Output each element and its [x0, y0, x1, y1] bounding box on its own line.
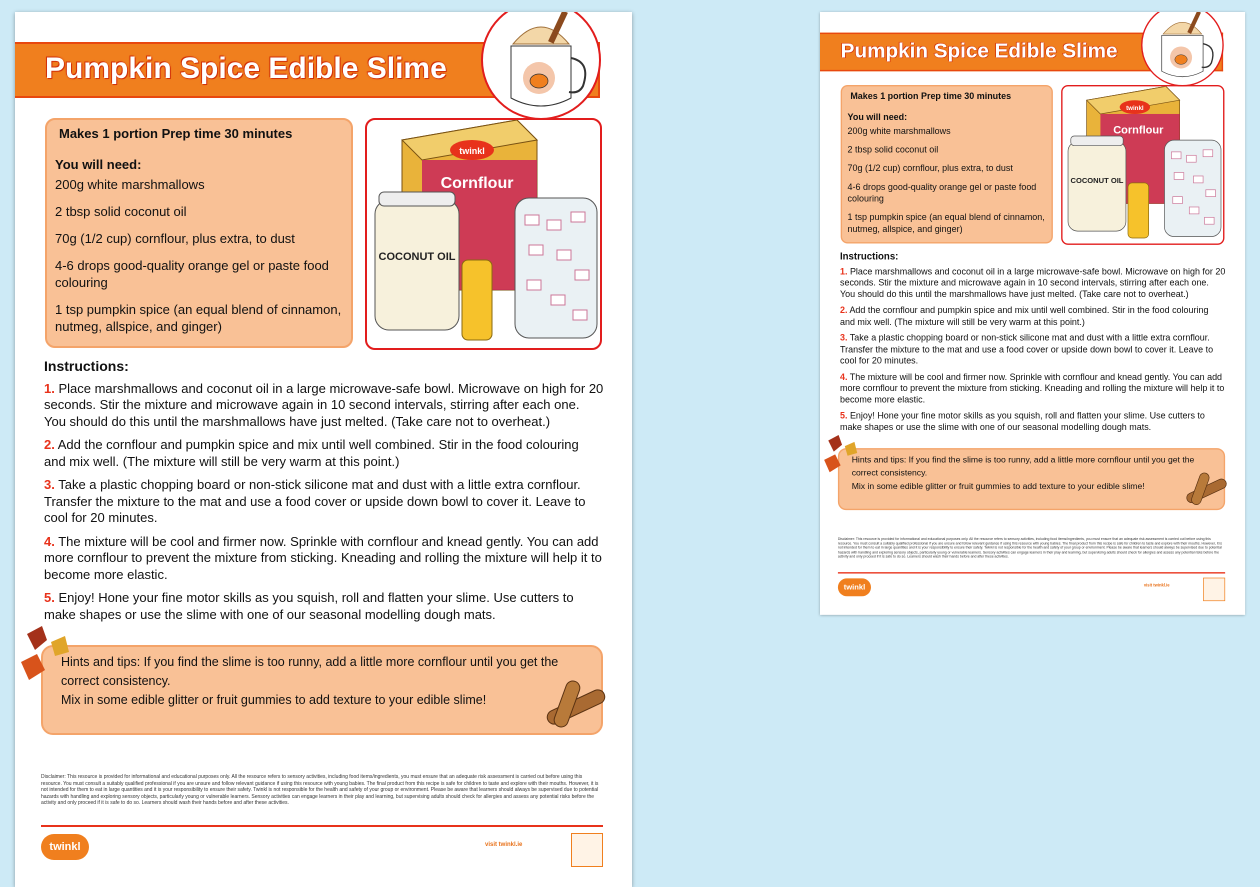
instruction-step: 2. Add the cornflour and pumpkin spice and mix until well combined. Stir in the food colouring and mix well. (The mixture will still be very warm at this point.)	[44, 437, 579, 469]
instruction-step: 4. The mixture will be cool and firmer now. Sprinkle with cornflour and knead gently. You can add more cornflour to prevent the mixture from sticking. Kneading and rolling the mixture will help it to become more elastic.	[44, 533, 602, 582]
hint-text: Mix in some edible glitter or fruit gummies to add texture to your edible slime!	[851, 481, 1145, 491]
hints-box	[838, 448, 1225, 510]
page-title: Pumpkin Spice Edible Slime	[45, 52, 447, 85]
instruction-step: 3. Take a plastic chopping board or non-stick silicone mat and dust with a little extra cornflour. Transfer the mixture to the mat and use a food cover or upside down bowl to cover it. Leave to cool for 20 minutes.	[839, 332, 1214, 366]
ingredient-item: 4-6 drops good-quality orange gel or paste food colouring	[55, 258, 329, 290]
coconut-oil-label: COCONUT OIL	[1070, 175, 1124, 185]
portion-prep-time: Makes 1 portion Prep time 30 minutes	[59, 126, 293, 141]
you-will-need-heading: You will need:	[55, 157, 142, 172]
hints-box	[41, 645, 603, 735]
ingredients-box	[841, 85, 1053, 243]
instruction-step: 5. Enjoy! Hone your fine motor skills as you squish, roll and flatten your slime. Use cutters to make shapes or use the slime with one of our seasonal modelling dough mats.	[839, 410, 1205, 432]
autumn-leaves-icon	[821, 434, 862, 482]
visit-twinkl-link[interactable]: visit twinkl.ie	[485, 842, 523, 848]
pumpkin-latte-mug-icon	[481, 12, 601, 120]
ingredient-item: 70g (1/2 cup) cornflour, plus extra, to dust	[55, 231, 295, 246]
footer-divider	[838, 572, 1225, 573]
twinkl-logo[interactable]: twinkl	[41, 834, 89, 860]
ingredient-item: 200g white marshmallows	[55, 177, 205, 192]
ingredients-illustration	[365, 118, 602, 350]
ingredient-item: 1 tsp pumpkin spice (an equal blend of cinnamon, nutmeg, allspice, and ginger)	[55, 302, 342, 334]
instruction-step: 2. Add the cornflour and pumpkin spice and mix until well combined. Stir in the food colouring and mix well. (The mixture will still be very warm at this point.)	[839, 304, 1209, 327]
portion-prep-time: Makes 1 portion Prep time 30 minutes	[850, 90, 1012, 101]
ingredient-item: 1 tsp pumpkin spice (an equal blend of cinnamon, nutmeg, allspice, and ginger)	[847, 211, 1045, 234]
instruction-step: 5. Enjoy! Hone your fine motor skills as you squish, roll and flatten your slime. Use cutters to make shapes or use the slime with one of our seasonal modelling dough mats.	[44, 590, 574, 622]
ingredient-item: 2 tbsp solid coconut oil	[55, 204, 187, 219]
recipe-page-preview-2	[820, 12, 1245, 615]
instruction-step: 1. Place marshmallows and coconut oil in a large microwave-safe bowl. Microwave on high for 20 seconds. Stir the mixture and microwave again in 10 second intervals, stirring after each one. You should do this until the marshmallows have just melted. (Take care not to overheat.)	[44, 380, 604, 429]
autumn-leaves-icon	[17, 624, 77, 694]
twinkl-logo[interactable]: twinkl	[838, 578, 871, 596]
coconut-oil-label: COCONUT OIL	[378, 251, 456, 263]
cinnamon-sticks-icon	[540, 672, 610, 732]
quality-badge-icon	[1203, 578, 1225, 601]
hint-text: Mix in some edible glitter or fruit gummies to add texture to your edible slime!	[61, 693, 487, 707]
instruction-step: 3. Take a plastic chopping board or non-stick silicone mat and dust with a little extra cornflour. Transfer the mixture to the mat and use a food cover or upside down bowl to cover it. Leave to cool for 20 minutes.	[44, 477, 586, 525]
you-will-need-heading: You will need:	[847, 111, 908, 123]
instructions-section	[44, 358, 604, 630]
recipe-page-preview-1	[15, 12, 632, 887]
footer-divider	[41, 825, 603, 827]
instructions-heading: Instructions:	[44, 358, 129, 374]
visit-twinkl-link[interactable]: visit twinkl.ie	[1143, 583, 1170, 589]
instructions-heading: Instructions:	[839, 250, 899, 262]
quality-badge-icon	[571, 833, 603, 867]
ingredient-item: 70g (1/2 cup) cornflour, plus extra, to dust	[847, 162, 1013, 174]
hint-text: Hints and tips: If you find the slime is too runny, add a little more cornflour until you get the correct consistency.	[851, 455, 1195, 478]
instruction-step: 4. The mixture will be cool and firmer now. Sprinkle with cornflour and knead gently. You can add more cornflour to prevent the mixture from sticking. Kneading and rolling the mixture will help it to become more elastic.	[839, 371, 1225, 405]
brand-label: twinkl	[459, 146, 485, 156]
disclaimer-text: Disclaimer: This resource is provided for informational and educational purposes only. All the resource refers to sensory activities, including food items/ingredients, you must ensure that an adequate risk assessment is carried out before using this resource. You must consult a suitably qualified professional if you are unsure and follow relevant guidance if using this resource with young babies. The final product from this recipe is safe for children to taste and explore with their mouths. However, it is not intended for them to eat in large quantities and it is your responsibility to ensure their safety. Twinkl is not responsible for the health and safety of your group or environment. Please be aware that learners should always be supervised due to potential hazards with handling and exploring sensory objects, particularly young or vulnerable learners. Sensory activities can engage learners in their play and learning, but supervising adults should check for allergies and assess any potential risks before the activity and only proceed if it is safe to do so. Learners should wash their hands before and after these activities.	[41, 774, 599, 806]
ingredients-box	[45, 118, 353, 348]
ingredient-item: 4-6 drops good-quality orange gel or paste food colouring	[847, 181, 1037, 204]
page-title: Pumpkin Spice Edible Slime	[840, 39, 1118, 63]
ingredient-item: 2 tbsp solid coconut oil	[847, 144, 939, 155]
cornflour-label: Cornflour	[1113, 124, 1164, 137]
brand-label: twinkl	[1126, 104, 1144, 112]
disclaimer-text: Disclaimer: This resource is provided for informational and educational purposes only. All the resource refers to sensory activities, including food items/ingredients, you must ensure that an adequate risk assessment is carried out before using this resource. You must consult a suitably qualified professional if you are unsure and follow relevant guidance if using this resource with young babies. The final product from this recipe is safe for children to taste and explore with their mouths. However, it is not intended for them to eat in large quantities and it is your responsibility to ensure their safety. Twinkl is not responsible for the health and safety of your group or environment. Please be aware that learners should always be supervised due to potential hazards with handling and exploring sensory objects, particularly young or vulnerable learners. Sensory activities can engage learners in their play and learning, but supervising adults should check for allergies and assess any potential risks before the activity and only proceed if it is safe to do so. Learners should wash their hands before and after these activities.	[837, 537, 1222, 560]
hint-text: Hints and tips: If you find the slime is too runny, add a little more cornflour until you get the correct consistency.	[61, 655, 559, 688]
instruction-step: 1. Place marshmallows and coconut oil in a large microwave-safe bowl. Microwave on high for 20 seconds. Stir the mixture and microwave again in 10 second intervals, stirring after each one. You should do this until the marshmallows have just melted. (Take care not to overheat.)	[839, 265, 1226, 299]
pumpkin-latte-mug-icon	[1141, 12, 1224, 86]
instructions-section	[840, 250, 1226, 437]
cornflour-label: Cornflour	[440, 175, 514, 192]
cinnamon-sticks-icon	[1182, 467, 1230, 508]
ingredient-item: 200g white marshmallows	[847, 125, 951, 137]
ingredients-illustration	[1061, 85, 1224, 245]
